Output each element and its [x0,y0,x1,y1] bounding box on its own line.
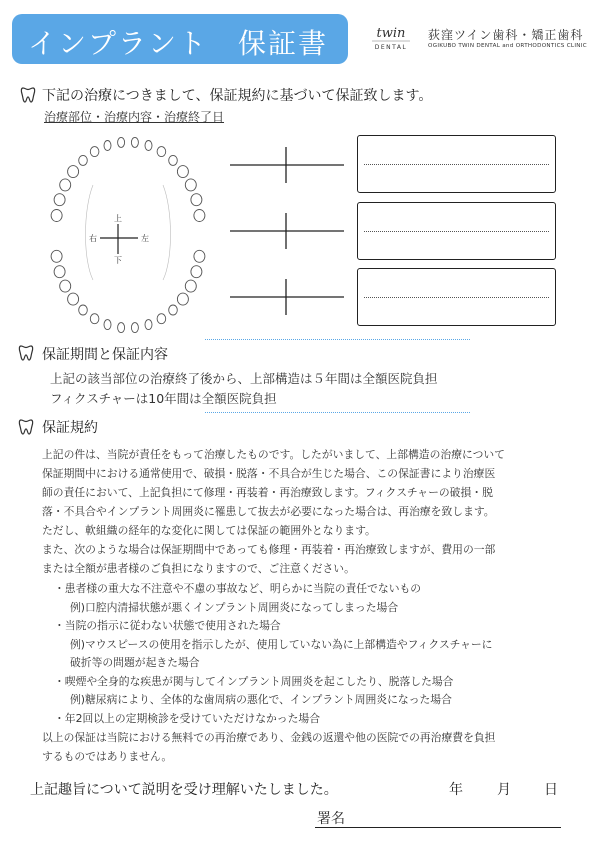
signature-line[interactable] [315,827,561,828]
terms-heading: 保証規約 [42,420,98,436]
month-label: 月 [497,782,511,798]
terms-paragraph [42,445,505,578]
condition-item: ・喫煙や全身的な疾患が関与してインプラント周囲炎を起こしたり、脱落した場合 [54,674,454,688]
tooth-shape [60,179,71,191]
terms-line: 保証期間中における通常使用で、破損・脱落・不具合が生じた場合、この保証書により治療医 [42,467,496,480]
condition-example: 破折等の問題が起きた場合 [70,656,200,669]
tooth-shape [54,266,65,278]
clinic-name-english: OGIKUBO TWIN DENTAL and ORTHODONTICS CLINIC [428,43,587,49]
tooth-shape [79,155,88,165]
direction-upper: 上 [114,214,122,223]
tooth-shape [60,280,71,292]
clinic-name: 荻窪ツイン歯科・矯正歯科 [428,28,584,42]
direction-right: 右 [89,234,97,243]
tooth-icon [20,86,36,104]
confirmation-text: 上記趣旨について説明を受け理解いたしました。 [30,782,338,798]
tooth-shape [169,155,178,165]
treatment-site-crosses [228,135,348,335]
tooth-shape [68,166,79,178]
tooth-shape [177,293,188,305]
page-title: インプラント 保証書 [28,27,329,60]
clinic-logo-text: twin [376,26,406,41]
tooth-shape [194,210,205,222]
terms-closing [42,728,495,766]
tooth-shape [157,314,166,324]
treatment-box-3[interactable] [357,268,556,326]
terms-line: 師の責任において、上記負担にて修理・再装着・再治療致します。フィクスチャーの破損・脱 [42,486,493,499]
tooth-shape [157,147,166,157]
tooth-shape [118,137,125,147]
tooth-shape [185,280,196,292]
day-label: 日 [544,782,558,798]
period-line: 上記の該当部位の治療終了後から、上部構造は５年間は全額医院負担 [50,371,438,386]
period-line: フィクスチャーは10年間は全額医院負担 [50,391,277,406]
clinic-logo [366,22,416,52]
tooth-shape [131,137,138,147]
direction-left: 左 [141,234,149,243]
teeth-outline [51,137,205,332]
tooth-shape [118,323,125,333]
condition-example: 例)口腔内清掃状態が悪くインプラント周囲炎になってしまった場合 [70,600,399,614]
terms-line: するものではありません。 [42,750,173,763]
tooth-shape [104,320,111,330]
terms-line: 上記の件は、当院が責任をもって治療したものです。したがいまして、上部構造の治療について [42,448,505,461]
intro-heading: 下記の治療につきまして、保証規約に基づいて保証致します。 [42,88,433,104]
section-divider [205,412,470,413]
year-label: 年 [449,782,463,798]
tooth-shape [194,250,205,262]
tooth-shape [191,194,202,206]
tooth-shape [185,179,196,191]
direction-lower: 下 [114,256,122,265]
condition-item: ・当院の指示に従わない状態で使用された場合 [54,619,281,632]
tooth-shape [131,323,138,333]
tooth-shape [90,314,99,324]
condition-item: ・年2回以上の定期検診を受けていただけなかった場合 [54,711,320,725]
condition-example: 例)マウスピースの使用を指示したが、使用していない為に上部構造やフィクスチャーに [70,637,493,651]
condition-example: 例)糖尿病により、全体的な歯周病の悪化で、インプラント周囲炎になった場合 [70,693,452,706]
tooth-shape [145,320,152,330]
tooth-shape [79,305,88,315]
dental-chart [38,130,218,335]
tooth-shape [90,147,99,157]
tooth-shape [104,141,111,151]
intro-subheading: 治療部位・治療内容・治療終了日 [44,110,225,124]
terms-conditions [54,580,492,728]
tooth-shape [51,210,62,222]
section-divider [205,339,470,340]
tooth-shape [54,194,65,206]
tooth-shape [145,141,152,151]
terms-line: また、次のような場合は保証期間中であっても修理・再装着・再治療致しますが、費用の一部 [42,543,496,556]
terms-line: 落・不具合やインプラント周囲炎に罹患して抜去が必要になった場合は、再治療を致します。 [42,505,495,518]
treatment-box-1[interactable] [357,135,556,193]
condition-item: ・患者様の重大な不注意や不慮の事故など、明らかに当院の責任でないもの [54,582,422,595]
tooth-shape [191,266,202,278]
tooth-icon [18,344,34,362]
treatment-box-2[interactable] [357,202,556,260]
period-heading: 保証期間と保証内容 [42,347,168,363]
terms-line: または全額が患者様のご負担になりますので、ご注意ください。 [42,562,355,575]
terms-line: ただし、軟組織の経年的な変化に関しては保証の範囲外となります。 [42,524,376,537]
clinic-logo-sub: DENTAL [374,44,408,51]
tooth-shape [177,166,188,178]
terms-line: 以上の保証は当院における無料での再治療であり、金銭の返還や他の医院での再治療費を負担 [42,731,496,744]
tooth-shape [68,293,79,305]
signature-label: 署名 [317,811,345,827]
tooth-shape [51,250,62,262]
tooth-shape [169,305,178,315]
tooth-icon [18,418,34,436]
